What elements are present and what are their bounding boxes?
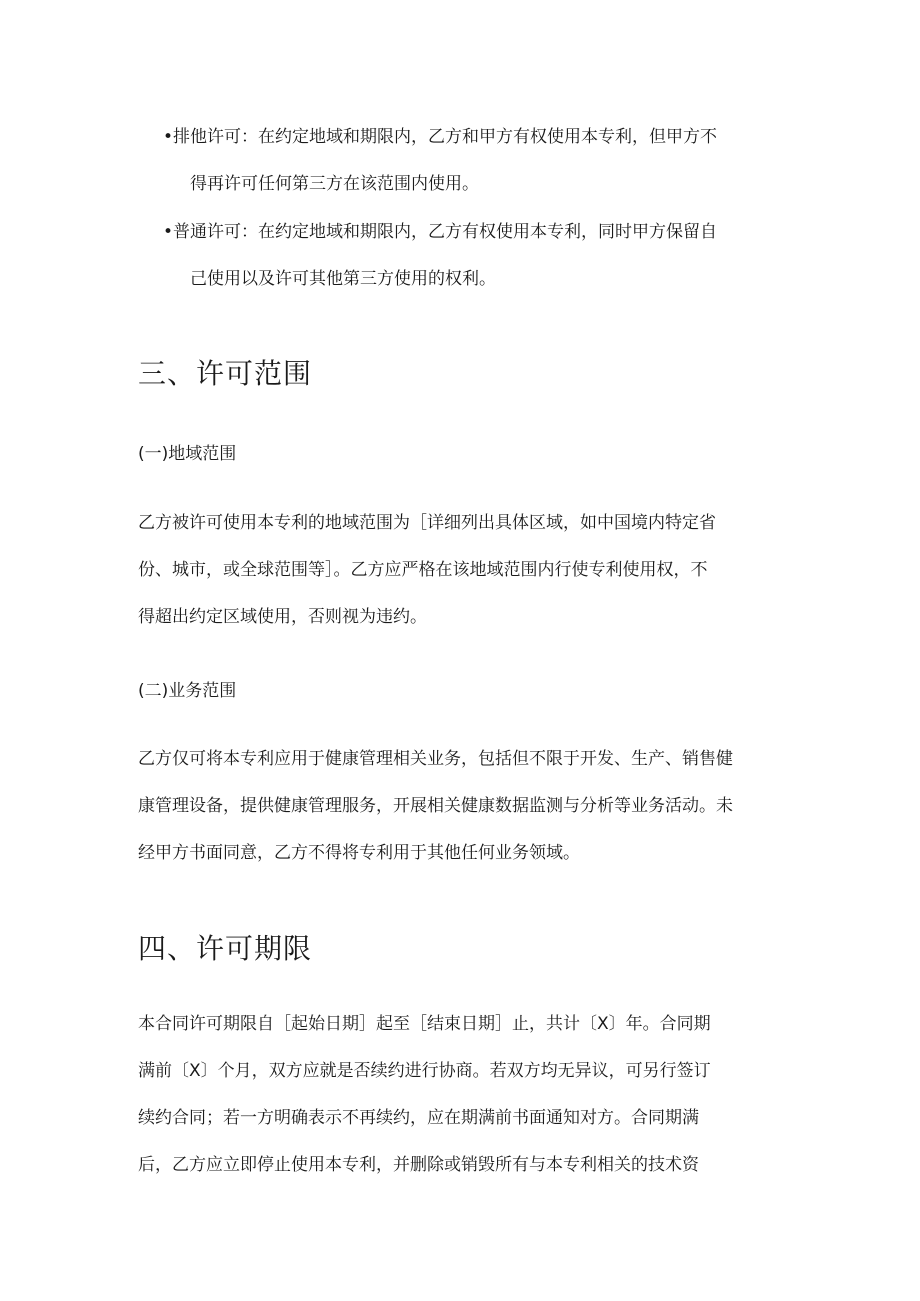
paragraph-license-term	[138, 1001, 788, 1189]
subheading-business-scope: (二)业务范围	[138, 681, 237, 701]
paragraph-line: 满前〔X〕个月，双方应就是否续约进行协商。若双方均无异议，可另行签订	[138, 1061, 711, 1081]
bullet-line	[163, 114, 783, 161]
paragraph-line: 后，乙方应立即停止使用本专利，并删除或销毁所有与本专利相关的技术资	[138, 1155, 699, 1175]
paragraph-line: 乙方被许可使用本专利的地域范围为［详细列出具体区域，如中国境内特定省	[138, 513, 716, 533]
paragraph-line: 续约合同；若一方明确表示不再续约，应在期满前书面通知对方。合同期满	[138, 1108, 699, 1128]
bullet-continuation: 己使用以及许可其他第三方使用的权利。	[190, 269, 496, 289]
bullet-marker: •	[163, 222, 174, 242]
bullet-text: 普通许可：在约定地域和期限内，乙方有权使用本专利，同时甲方保留自	[173, 222, 717, 242]
paragraph-line: 得超出约定区域使用，否则视为违约。	[138, 607, 427, 627]
paragraph-line: 康管理设备，提供健康管理服务，开展相关健康数据监测与分析等业务活动。未	[138, 796, 733, 816]
bullet-line	[163, 209, 783, 256]
paragraph-line: 本合同许可期限自［起始日期］起至［结束日期］止，共计〔X〕年。合同期	[138, 1014, 711, 1034]
bullet-ordinary-license	[163, 209, 783, 303]
paragraph-business-scope	[138, 736, 788, 877]
paragraph-territorial-scope	[138, 500, 788, 641]
bullet-text: 排他许可：在约定地域和期限内，乙方和甲方有权使用本专利，但甲方不	[173, 127, 717, 147]
paragraph-line: 经甲方书面同意，乙方不得将专利用于其他任何业务领域。	[138, 843, 580, 863]
section-heading-license-scope: 三、许可范围	[138, 357, 313, 390]
bullet-continuation: 得再许可任何第三方在该范围内使用。	[190, 174, 479, 194]
paragraph-line: 乙方仅可将本专利应用于健康管理相关业务，包括但不限于开发、生产、销售健	[138, 749, 733, 769]
section-heading-license-term: 四、许可期限	[138, 932, 313, 965]
bullet-marker: •	[163, 127, 174, 147]
subheading-territorial-scope: (一)地域范围	[138, 444, 237, 464]
paragraph-line: 份、城市，或全球范围等］。乙方应严格在该地域范围内行使专利使用权，不	[138, 560, 708, 580]
bullet-exclusive-license	[163, 114, 783, 208]
